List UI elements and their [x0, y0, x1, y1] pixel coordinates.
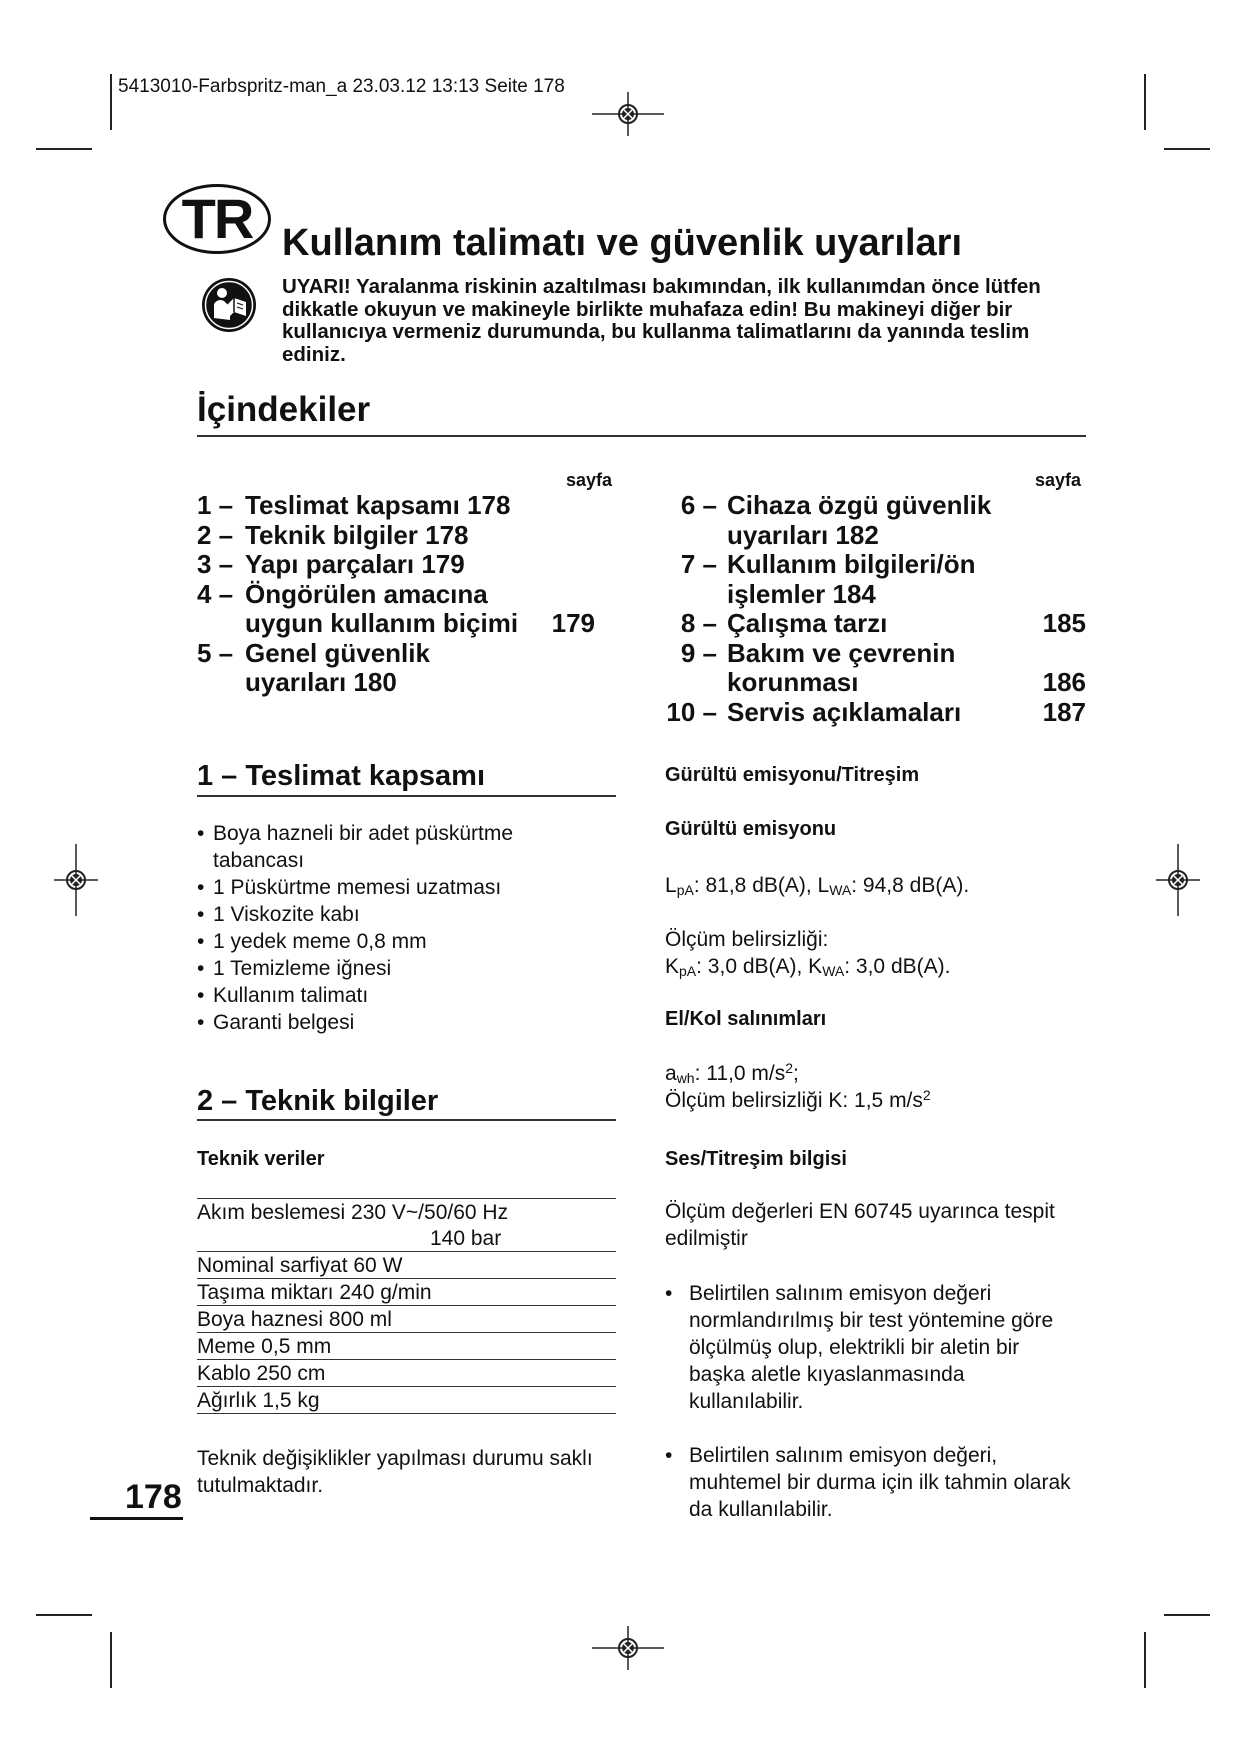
- toc-entry[interactable]: 5 – Genel güvenlik: [197, 637, 430, 668]
- list-item: • Kullanım talimatı: [197, 984, 369, 1007]
- list-item: • 1 yedek meme 0,8 mm: [197, 930, 427, 953]
- print-slug: 5413010-Farbspritz-man_a 23.03.12 13:13 Seite 178: [118, 76, 565, 97]
- crop-mark: [36, 1614, 92, 1616]
- toc-left: [197, 491, 595, 698]
- toc-entry[interactable]: 1 – Teslimat kapsamı 178: [197, 490, 511, 520]
- section-2-heading: 2 – Teknik bilgiler: [197, 1085, 439, 1117]
- registration-mark-icon: [592, 1626, 664, 1670]
- list-item: • 1 Püskürtme memesi uzatması: [197, 876, 502, 899]
- toc-entry[interactable]: korunması 186: [727, 667, 1086, 697]
- list-item: • 1 Viskozite kabı: [197, 903, 360, 926]
- page-number: 178: [125, 1478, 182, 1516]
- table-row: Meme 0,5 mm: [197, 1332, 616, 1359]
- toc-entry[interactable]: 6 – Cihaza özgü güvenlik: [680, 490, 992, 520]
- toc-entry[interactable]: 10 – Servis açıklamaları 187: [666, 696, 1086, 727]
- hand-arm-heading: El/Kol salınımları: [665, 1008, 827, 1030]
- toc-page-label: sayfa: [1035, 470, 1082, 490]
- measurement-note: Ölçüm değerleri EN 60745 uyarınca tespit edilmiştir: [665, 1200, 1055, 1250]
- list-item: • Belirtilen salınım emisyon değeri normlandırılmış bir test yöntemine göre ölçülmüş olup, elektrikli bir aletin bir başka aletle kıyaslanmasında kullanılabilir.: [665, 1282, 1054, 1413]
- vibration-values: $a_{wh}$: 11,0 $m/s^2$; Ölçüm belirsizliği K: 1,5 $m/s^2$: [665, 1060, 931, 1112]
- registration-mark-icon: [54, 844, 98, 916]
- toc-entry[interactable]: uygun kullanım biçimi 179: [245, 608, 595, 638]
- toc-title: İçindekiler: [197, 390, 371, 429]
- crop-mark: [1144, 74, 1146, 130]
- page-number-rule: [90, 1517, 183, 1520]
- toc-entry[interactable]: 4 – Öngörülen amacına: [197, 578, 488, 609]
- tech-note: Teknik değişiklikler yapılması durumu saklı tutulmaktadır.: [197, 1447, 593, 1497]
- table-row: Akım beslemesi 230 V~/50/60 Hz: [197, 1198, 616, 1226]
- toc-entry[interactable]: 9 – Bakım ve çevrenin: [680, 637, 956, 668]
- sound-level-values: $L_{pA}$: 81,8 dB(A), $L_{WA}$: 94,8 dB(A).: [665, 874, 970, 898]
- list-item: • Boya hazneli bir adet püskürtme tabancası: [197, 822, 513, 872]
- page-title: Kullanım talimatı ve güvenlik uyarıları: [282, 222, 963, 264]
- noise-heading: Gürültü emisyonu: [665, 818, 837, 840]
- crop-mark: [1164, 1614, 1210, 1616]
- table-rule: [197, 1413, 616, 1414]
- table-row: 140 bar: [430, 1227, 502, 1250]
- crop-mark: [110, 74, 112, 130]
- toc-entry[interactable]: 3 – Yapı parçaları 179: [197, 549, 465, 579]
- toc-entry[interactable]: işlemler 184: [727, 578, 876, 609]
- delivery-list: [197, 820, 607, 1036]
- language-badge: TR: [163, 184, 271, 254]
- toc-rule: [197, 435, 1086, 437]
- table-row: Nominal sarfiyat 60 W: [197, 1251, 616, 1278]
- table-row: Taşıma miktarı 240 g/min: [197, 1278, 616, 1305]
- table-row: Kablo 250 cm: [197, 1359, 616, 1386]
- spec-table: [197, 1198, 616, 1414]
- section-rule: [197, 795, 616, 797]
- sound-vibration-info-heading: Ses/Titreşim bilgisi: [665, 1148, 847, 1170]
- toc-entry[interactable]: uyarıları 182: [727, 519, 879, 550]
- toc-entry[interactable]: 2 – Teknik bilgiler 178: [197, 519, 469, 550]
- toc-page-label: sayfa: [566, 470, 613, 490]
- safety-warning: UYARI! Yaralanma riskinin azaltılması bakımından, ilk kullanımdan önce lütfen dikkatle okuyun ve makineyle birlikte muhafaza edin! Bu makineyi diğer bir kullanıcıya vermeniz durumunda, bu kullanma talimatlarını da yanında teslim ediniz.: [282, 275, 1041, 366]
- read-manual-icon: [200, 276, 258, 334]
- list-item: • Garanti belgesi: [197, 1011, 355, 1034]
- crop-mark: [110, 1632, 112, 1688]
- crop-mark: [36, 148, 92, 150]
- table-row: Ağırlık 1,5 kg: [197, 1386, 616, 1413]
- noise-vibration-heading: Gürültü emisyonu/Titreşim: [665, 764, 920, 786]
- registration-mark-icon: [1156, 844, 1200, 916]
- emission-bullets: [665, 1280, 1080, 1523]
- uncertainty-values: Ölçüm belirsizliği: $K_{pA}$: 3,0 dB(A), $K_{WA}$: 3,0 dB(A).: [665, 928, 951, 979]
- list-item: • 1 Temizleme iğnesi: [197, 957, 392, 980]
- table-row: Boya haznesi 800 ml: [197, 1305, 616, 1332]
- crop-mark: [1164, 148, 1210, 150]
- toc-entry[interactable]: uyarıları 180: [245, 667, 397, 697]
- toc-entry[interactable]: 8 – Çalışma tarzı 185: [680, 608, 1086, 638]
- registration-mark-icon: [592, 92, 664, 136]
- toc-entry[interactable]: 7 – Kullanım bilgileri/ön: [680, 549, 976, 579]
- list-item: • Belirtilen salınım emisyon değeri, muhtemel bir durma için ilk tahmin olarak da kullanılabilir.: [665, 1444, 1071, 1521]
- crop-mark: [1144, 1632, 1146, 1688]
- section-1-heading: 1 – Teslimat kapsamı: [197, 760, 486, 792]
- toc-right: [665, 491, 1086, 727]
- section-rule: [197, 1119, 616, 1121]
- tech-data-heading: Teknik veriler: [197, 1148, 325, 1170]
